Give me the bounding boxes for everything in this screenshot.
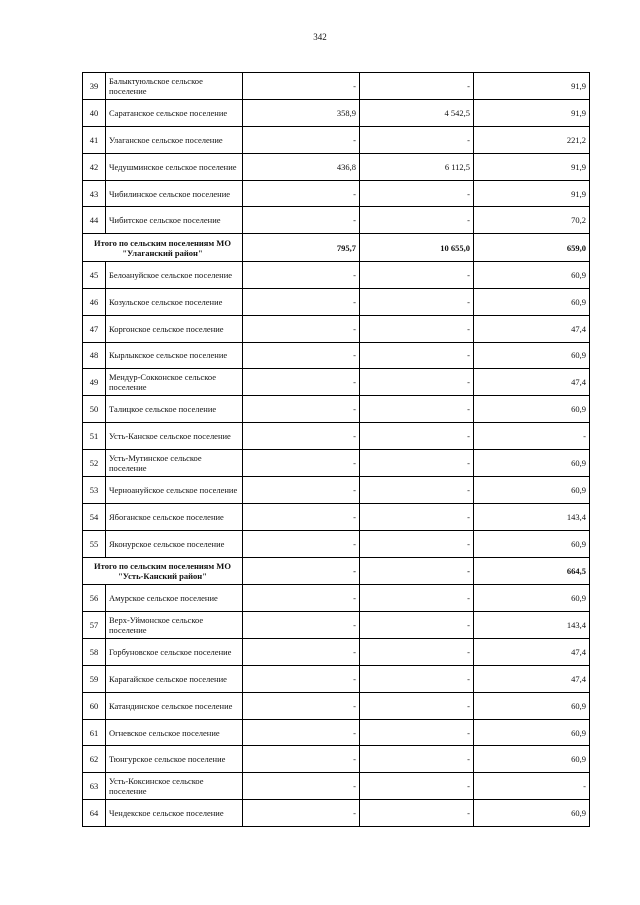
value-col-3: 91,9 [474, 153, 590, 180]
value-col-2: - [360, 126, 474, 153]
value-col-2: 6 112,5 [360, 153, 474, 180]
value-col-2: - [360, 207, 474, 234]
value-col-3: - [474, 423, 590, 450]
settlement-name: Усть-Канское сельское поселение [106, 423, 243, 450]
settlement-name: Амурское сельское поселение [106, 585, 243, 612]
value-col-1: - [243, 288, 360, 315]
settlement-name: Черноануйское сельское поселение [106, 476, 243, 503]
row-number: 44 [83, 207, 106, 234]
table-row [83, 719, 590, 746]
settlement-name: Козульское сельское поселение [106, 288, 243, 315]
settlement-name: Ябоганское сельское поселение [106, 503, 243, 530]
table-row [83, 315, 590, 342]
row-number: 51 [83, 423, 106, 450]
value-col-3: 60,9 [474, 396, 590, 423]
row-number: 53 [83, 476, 106, 503]
settlement-name: Мендур-Сокконское сельское поселение [106, 369, 243, 396]
value-col-3: 91,9 [474, 73, 590, 100]
value-col-1: - [243, 557, 360, 585]
value-col-1: 436,8 [243, 153, 360, 180]
settlement-name: Белоануйское сельское поселение [106, 261, 243, 288]
table-row [83, 450, 590, 477]
value-col-2: - [360, 261, 474, 288]
table-row [83, 73, 590, 100]
value-col-1: - [243, 180, 360, 207]
table-row [83, 396, 590, 423]
value-col-2: - [360, 342, 474, 369]
row-number: 48 [83, 342, 106, 369]
value-col-3: 60,9 [474, 261, 590, 288]
row-number: 39 [83, 73, 106, 100]
page-number: 342 [313, 32, 327, 42]
row-number: 56 [83, 585, 106, 612]
settlement-name: Катандинское сельское поселение [106, 692, 243, 719]
settlement-name: Чендекское сельское поселение [106, 800, 243, 827]
settlement-name: Коргонское сельское поселение [106, 315, 243, 342]
value-col-3: 60,9 [474, 288, 590, 315]
settlement-name: Талицкое сельское поселение [106, 396, 243, 423]
settlements-table [82, 72, 590, 827]
settlement-name: Улаганское сельское поселение [106, 126, 243, 153]
value-col-3: 143,4 [474, 503, 590, 530]
row-number: 52 [83, 450, 106, 477]
table-row [83, 638, 590, 665]
table-row [83, 180, 590, 207]
value-col-3: 664,5 [474, 557, 590, 585]
value-col-3: - [474, 773, 590, 800]
row-number: 57 [83, 612, 106, 639]
value-col-3: 60,9 [474, 530, 590, 557]
row-number: 63 [83, 773, 106, 800]
value-col-3: 60,9 [474, 476, 590, 503]
value-col-3: 47,4 [474, 665, 590, 692]
value-col-2: - [360, 746, 474, 773]
table-row [83, 746, 590, 773]
value-col-1: - [243, 207, 360, 234]
value-col-1: - [243, 503, 360, 530]
row-number: 60 [83, 692, 106, 719]
value-col-3: 60,9 [474, 692, 590, 719]
value-col-1: - [243, 315, 360, 342]
value-col-2: - [360, 180, 474, 207]
value-col-1: - [243, 612, 360, 639]
row-number: 43 [83, 180, 106, 207]
value-col-1: - [243, 126, 360, 153]
table-row [83, 342, 590, 369]
value-col-2: - [360, 773, 474, 800]
value-col-1: 358,9 [243, 99, 360, 126]
value-col-1: - [243, 719, 360, 746]
row-number: 54 [83, 503, 106, 530]
table-row [83, 288, 590, 315]
value-col-1: - [243, 476, 360, 503]
value-col-1: 795,7 [243, 234, 360, 262]
value-col-2: - [360, 503, 474, 530]
value-col-1: - [243, 800, 360, 827]
settlement-name: Чибилинское сельское поселение [106, 180, 243, 207]
row-number: 50 [83, 396, 106, 423]
row-number: 64 [83, 800, 106, 827]
row-number: 45 [83, 261, 106, 288]
table-row [83, 207, 590, 234]
value-col-1: - [243, 585, 360, 612]
table-row [83, 261, 590, 288]
table-row [83, 503, 590, 530]
row-number: 59 [83, 665, 106, 692]
table-row [83, 476, 590, 503]
row-number: 42 [83, 153, 106, 180]
total-label: Итого по сельским поселениям МО "Усть-Канский район" [83, 557, 243, 585]
table-row [83, 665, 590, 692]
value-col-3: 60,9 [474, 800, 590, 827]
value-col-3: 91,9 [474, 180, 590, 207]
table-row [83, 423, 590, 450]
value-col-2: 4 542,5 [360, 99, 474, 126]
table-row [83, 800, 590, 827]
row-number: 41 [83, 126, 106, 153]
table-row [83, 530, 590, 557]
settlement-name: Усть-Мутинское сельское поселение [106, 450, 243, 477]
value-col-2: 10 655,0 [360, 234, 474, 262]
value-col-3: 60,9 [474, 719, 590, 746]
total-row [83, 557, 590, 585]
settlement-name: Саратанское сельское поселение [106, 99, 243, 126]
value-col-2: - [360, 396, 474, 423]
value-col-1: - [243, 423, 360, 450]
row-number: 49 [83, 369, 106, 396]
value-col-2: - [360, 530, 474, 557]
settlement-name: Горбуновское сельское поселение [106, 638, 243, 665]
settlement-name: Усть-Коксинское сельское поселение [106, 773, 243, 800]
value-col-2: - [360, 557, 474, 585]
settlement-name: Верх-Уймонское сельское поселение [106, 612, 243, 639]
value-col-1: - [243, 692, 360, 719]
value-col-3: 91,9 [474, 99, 590, 126]
value-col-1: - [243, 261, 360, 288]
settlement-name: Тюнгурское сельское поселение [106, 746, 243, 773]
value-col-2: - [360, 665, 474, 692]
settlement-name: Балыктуюльское сельское поселение [106, 73, 243, 100]
settlement-name: Чедушминское сельское поселение [106, 153, 243, 180]
row-number: 61 [83, 719, 106, 746]
value-col-3: 47,4 [474, 369, 590, 396]
row-number: 46 [83, 288, 106, 315]
value-col-1: - [243, 369, 360, 396]
value-col-1: - [243, 530, 360, 557]
table-row [83, 153, 590, 180]
value-col-2: - [360, 73, 474, 100]
table-row [83, 369, 590, 396]
total-row [83, 234, 590, 262]
value-col-2: - [360, 450, 474, 477]
value-col-2: - [360, 719, 474, 746]
table-row [83, 126, 590, 153]
value-col-2: - [360, 369, 474, 396]
settlement-name: Карагайское сельское поселение [106, 665, 243, 692]
settlement-name: Яконурское сельское поселение [106, 530, 243, 557]
value-col-3: 60,9 [474, 450, 590, 477]
value-col-1: - [243, 450, 360, 477]
value-col-3: 60,9 [474, 746, 590, 773]
table-row [83, 99, 590, 126]
value-col-2: - [360, 612, 474, 639]
value-col-3: 60,9 [474, 342, 590, 369]
table-row [83, 692, 590, 719]
table-row [83, 612, 590, 639]
value-col-1: - [243, 665, 360, 692]
settlement-name: Чибитское сельское поселение [106, 207, 243, 234]
total-label: Итого по сельским поселениям МО "Улаганский район" [83, 234, 243, 262]
value-col-1: - [243, 746, 360, 773]
row-number: 47 [83, 315, 106, 342]
value-col-1: - [243, 73, 360, 100]
value-col-3: 47,4 [474, 638, 590, 665]
value-col-2: - [360, 585, 474, 612]
value-col-3: 221,2 [474, 126, 590, 153]
value-col-3: 60,9 [474, 585, 590, 612]
value-col-2: - [360, 288, 474, 315]
value-col-2: - [360, 800, 474, 827]
settlement-name: Кырлыкское сельское поселение [106, 342, 243, 369]
value-col-1: - [243, 773, 360, 800]
value-col-3: 143,4 [474, 612, 590, 639]
value-col-1: - [243, 396, 360, 423]
value-col-1: - [243, 638, 360, 665]
value-col-2: - [360, 423, 474, 450]
table-row [83, 773, 590, 800]
row-number: 55 [83, 530, 106, 557]
value-col-1: - [243, 342, 360, 369]
row-number: 62 [83, 746, 106, 773]
value-col-3: 47,4 [474, 315, 590, 342]
value-col-2: - [360, 692, 474, 719]
value-col-2: - [360, 638, 474, 665]
row-number: 40 [83, 99, 106, 126]
value-col-3: 659,0 [474, 234, 590, 262]
value-col-2: - [360, 315, 474, 342]
table-row [83, 585, 590, 612]
value-col-3: 70,2 [474, 207, 590, 234]
table-body [83, 73, 590, 827]
row-number: 58 [83, 638, 106, 665]
value-col-2: - [360, 476, 474, 503]
settlement-name: Огневское сельское поселение [106, 719, 243, 746]
